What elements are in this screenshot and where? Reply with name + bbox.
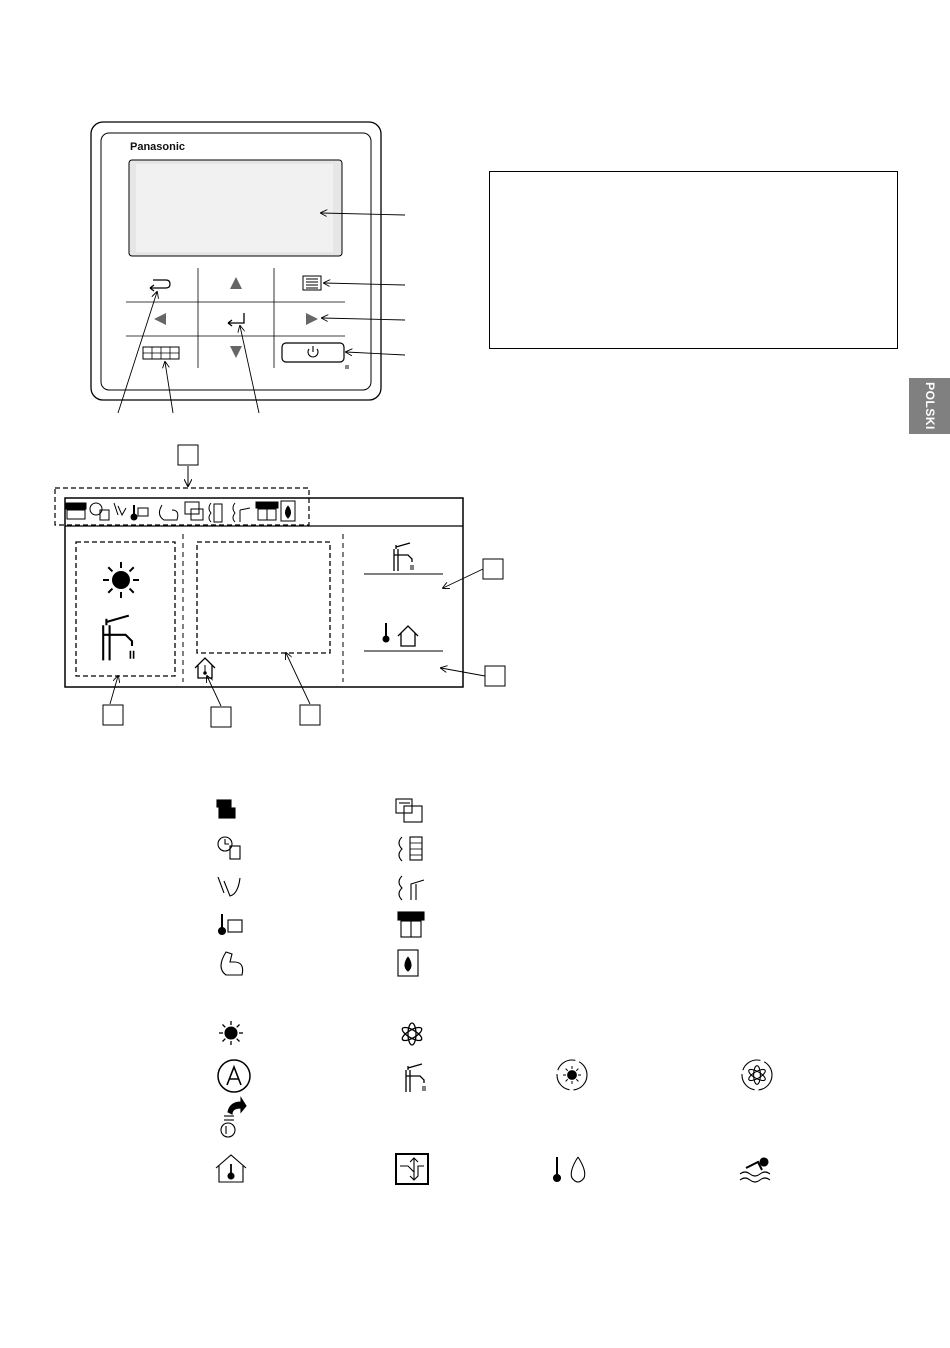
menu-button[interactable] (303, 276, 321, 290)
lcd-tank-icon (103, 616, 133, 661)
remote-controller (91, 122, 381, 400)
down-button[interactable] (230, 346, 242, 358)
brand-logo: Panasonic (130, 141, 186, 153)
cool-icon (400, 1023, 423, 1045)
right-button[interactable] (306, 313, 318, 325)
quiet-mode-icon (218, 877, 240, 896)
room-thermostat-icon (216, 1155, 246, 1182)
auto-cool-icon (742, 1060, 772, 1090)
heat-pump-icon (399, 876, 424, 900)
power-led (345, 365, 349, 369)
language-tab-label: POLSKI (922, 382, 937, 430)
temp-humidity-icon (554, 1157, 585, 1182)
icon-legend (216, 799, 772, 1184)
auto-icon (218, 1060, 250, 1092)
room-heater-icon (219, 914, 243, 935)
back-button[interactable] (150, 280, 170, 291)
holiday-icon (399, 837, 422, 861)
lcd-tank-temp-icon (394, 543, 413, 571)
power-button[interactable] (282, 343, 344, 362)
buffer-tank-icon (396, 1154, 428, 1184)
tank-icon (406, 1064, 425, 1092)
lcd-heat-icon (103, 562, 139, 598)
status-icon-row (66, 501, 295, 522)
solar-icon (398, 912, 424, 937)
pool-icon (740, 1158, 770, 1182)
force-heater-icon (396, 799, 422, 822)
quick-menu-button[interactable] (143, 347, 179, 359)
defrost-icon (221, 1098, 246, 1137)
heat-icon (219, 1021, 243, 1045)
enter-button[interactable] (228, 313, 244, 326)
lcd-room-thermo-icon (383, 623, 390, 643)
boiler-icon (398, 950, 418, 976)
lcd-display-diagram (55, 445, 505, 727)
auto-heat-icon (557, 1060, 587, 1090)
up-button[interactable] (230, 277, 242, 289)
left-button[interactable] (154, 313, 166, 325)
lcd-room-icon (195, 658, 215, 678)
calendar-timer-icon (217, 800, 235, 818)
lcd-house-icon (398, 626, 418, 646)
weekly-timer-icon (218, 837, 240, 859)
powerful-icon (221, 952, 243, 975)
